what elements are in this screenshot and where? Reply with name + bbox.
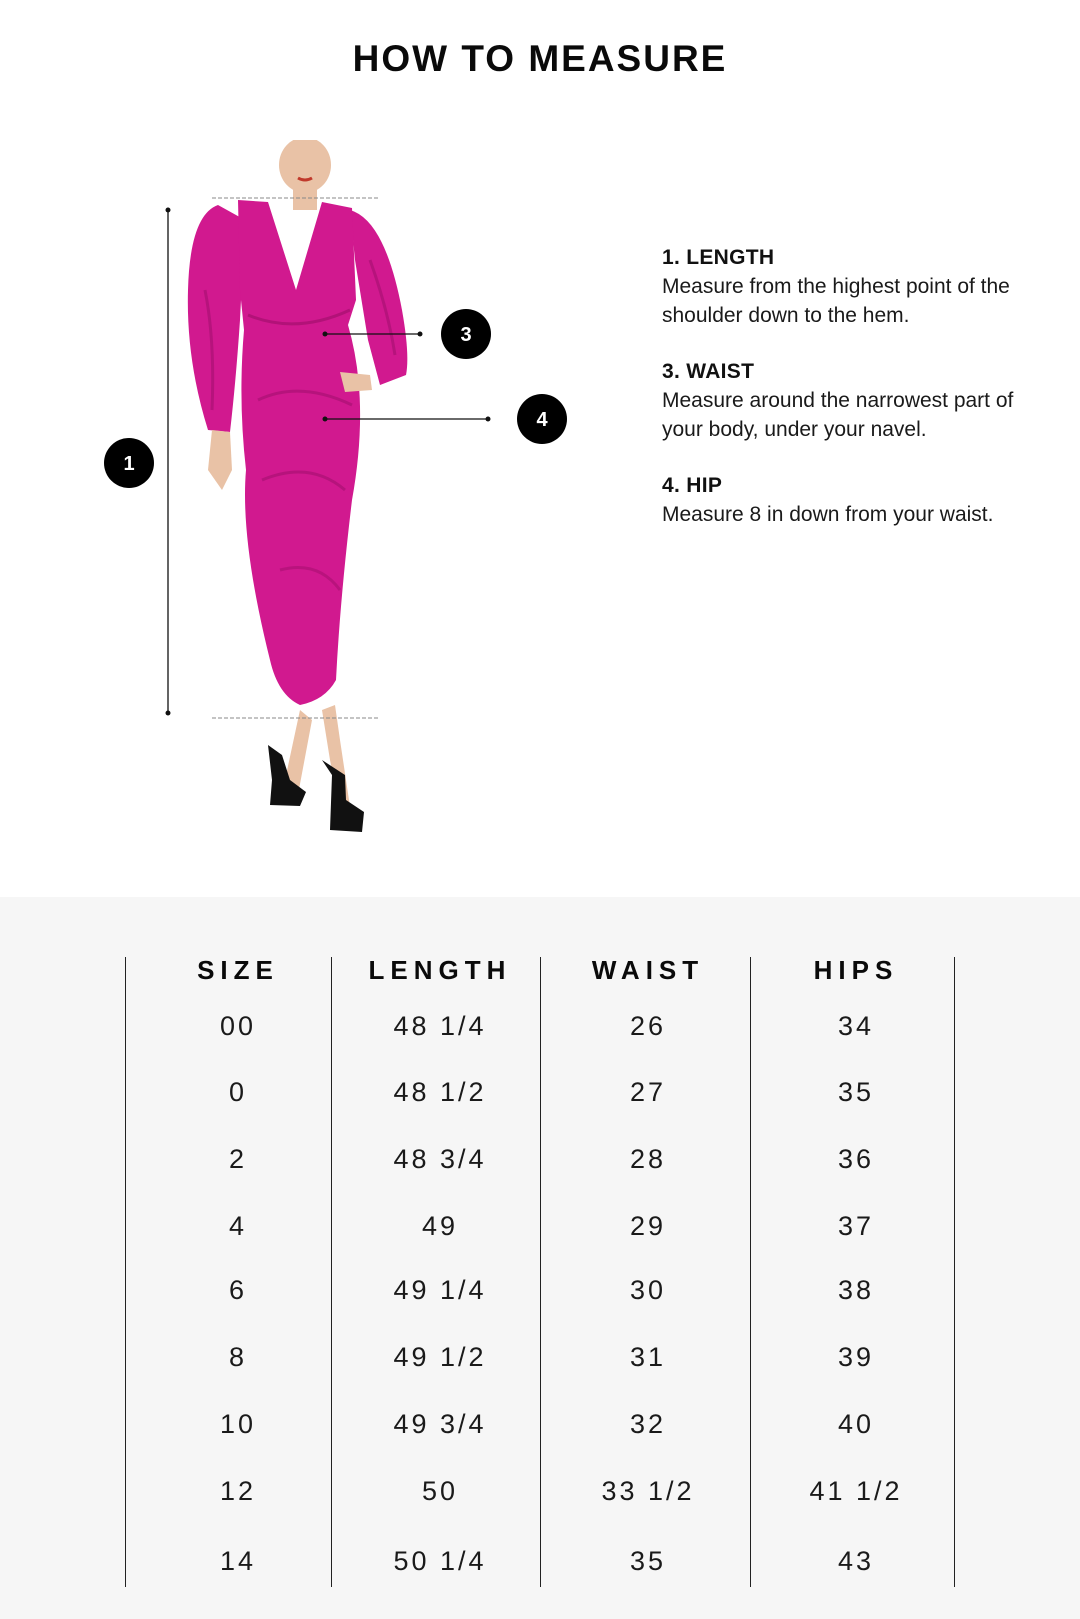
table-cell: 40 — [837, 1409, 875, 1439]
marker-waist — [441, 309, 491, 359]
column-header-length: LENGTH — [368, 955, 512, 985]
marker-waist-label: 3 — [460, 324, 472, 346]
table-cell: 10 — [219, 1409, 257, 1439]
model-shoes — [268, 745, 364, 832]
table-cell: 36 — [837, 1144, 875, 1174]
model-head — [279, 140, 331, 210]
marker-length-label: 1 — [123, 453, 135, 475]
table-cell: 33 1/2 — [601, 1476, 695, 1506]
instruction-heading: 3. WAIST — [662, 360, 755, 383]
table-cell: 49 1/2 — [393, 1342, 487, 1372]
table-cell: 37 — [837, 1211, 875, 1241]
table-cell: 50 — [421, 1476, 459, 1506]
table-cell: 48 3/4 — [393, 1144, 487, 1174]
table-cell: 14 — [219, 1546, 257, 1576]
marker-hip — [517, 394, 567, 444]
size-chart-table — [0, 897, 1080, 1619]
instruction-text: Measure around the narrowest part of your body, under your navel. — [662, 389, 1014, 441]
table-cell: 43 — [837, 1546, 875, 1576]
table-cell: 35 — [837, 1077, 875, 1107]
table-cell: 38 — [837, 1275, 875, 1305]
table-cell: 41 1/2 — [809, 1476, 903, 1506]
table-cell: 26 — [629, 1011, 667, 1041]
table-divider — [540, 957, 541, 1587]
table-cell: 34 — [837, 1011, 875, 1041]
table-cell: 4 — [228, 1211, 248, 1241]
table-divider — [125, 957, 126, 1587]
column-header-waist: WAIST — [591, 955, 705, 985]
instruction-length — [662, 246, 1022, 330]
instruction-waist — [662, 360, 1022, 444]
table-cell: 31 — [629, 1342, 667, 1372]
table-cell: 00 — [219, 1011, 257, 1041]
page-title: HOW TO MEASURE — [352, 38, 728, 79]
table-cell: 29 — [629, 1211, 667, 1241]
table-cell: 48 1/4 — [393, 1011, 487, 1041]
table-cell: 12 — [219, 1476, 257, 1506]
table-cell: 49 — [421, 1211, 459, 1241]
instruction-heading: 1. LENGTH — [662, 246, 775, 269]
table-cell: 49 1/4 — [393, 1275, 487, 1305]
table-divider — [750, 957, 751, 1587]
instruction-heading: 4. HIP — [662, 474, 723, 497]
model-figure — [0, 140, 600, 870]
table-cell: 50 1/4 — [393, 1546, 487, 1576]
table-cell: 48 1/2 — [393, 1077, 487, 1107]
table-cell: 39 — [837, 1342, 875, 1372]
marker-hip-label: 4 — [536, 409, 548, 431]
instruction-text: Measure 8 in down from your waist. — [662, 503, 994, 526]
measure-instructions — [662, 246, 1022, 559]
table-cell: 30 — [629, 1275, 667, 1305]
column-header-hips: HIPS — [813, 955, 899, 985]
table-cell: 2 — [228, 1144, 248, 1174]
instruction-hip — [662, 474, 1022, 529]
table-cell: 0 — [228, 1077, 248, 1107]
marker-length — [104, 438, 154, 488]
table-cell: 8 — [228, 1342, 248, 1372]
table-cell: 35 — [629, 1546, 667, 1576]
table-cell: 49 3/4 — [393, 1409, 487, 1439]
column-header-size: SIZE — [197, 955, 279, 985]
table-cell: 6 — [228, 1275, 248, 1305]
table-cell: 32 — [629, 1409, 667, 1439]
table-cell: 28 — [629, 1144, 667, 1174]
instruction-text: Measure from the highest point of the shoulder down to the hem. — [662, 275, 1010, 327]
table-cell: 27 — [629, 1077, 667, 1107]
